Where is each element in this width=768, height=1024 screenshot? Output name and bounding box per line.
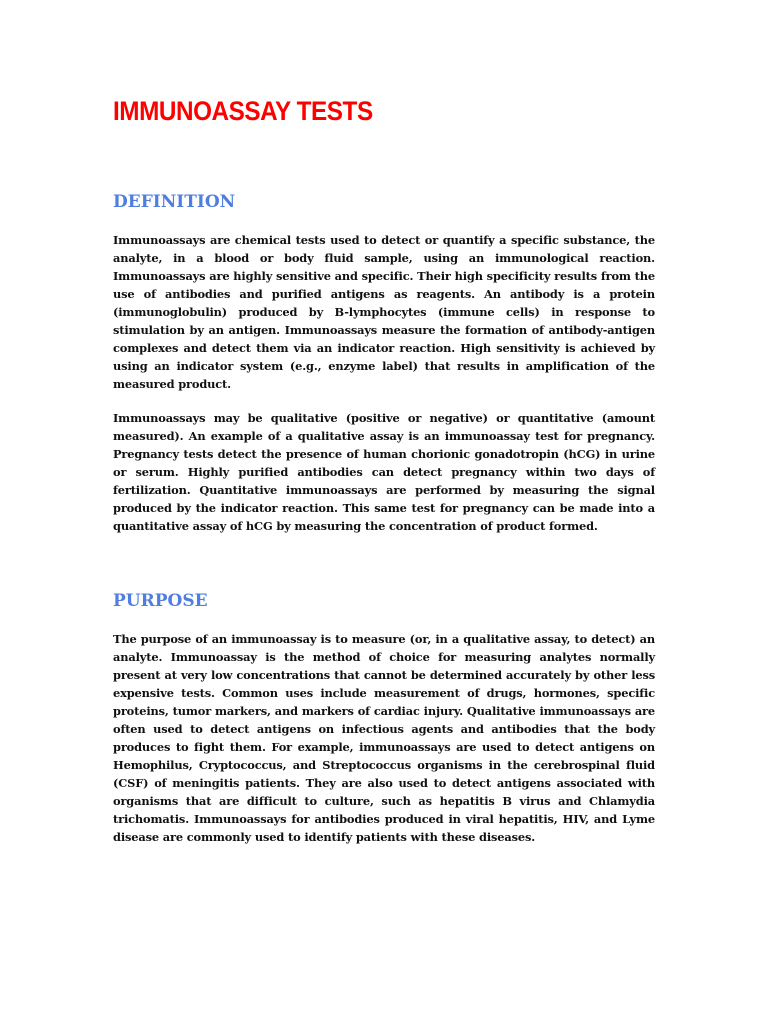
page-title: IMMUNOASSAY TESTS	[113, 96, 373, 126]
section-heading-purpose: PURPOSE	[113, 591, 208, 611]
section-heading-definition: DEFINITION	[113, 192, 236, 212]
purpose-paragraph-1: The purpose of an immunoassay is to measure (or, in a qualitative assay, to detect) an analyte. Immunoassay is the method of choice for measuring analytes normally present at very low concentrations that cannot be determined accurately by other less expensive tests. Common uses include measurement of drugs, hormones, specific proteins, tumor markers, and markers of cardiac injury. Qualitative immunoassays are often used to detect antigens on infectious agents and antibodies that the body produces to fight them. For example, immunoassays are used to detect antigens on Hemophilus, Cryptococcus, and Streptococcus organisms in the cerebrospinal fluid (CSF) of meningitis patients. They are also used to detect antigens associated with organisms that are difficult to culture, such as hepatitis B virus and Chlamydia trichomatis. Immunoassays for antibodies produced in viral hepatitis, HIV, and Lyme disease are commonly used to identify patients with these diseases.	[113, 632, 655, 844]
definition-paragraph-2: Immunoassays may be qualitative (positive or negative) or quantitative (amount measured). An example of a qualitative assay is an immunoassay test for pregnancy. Pregnancy tests detect the presence of human chorionic gonadotropin (hCG) in urine or serum. Highly purified antibodies can detect pregnancy within two days of fertilization. Quantitative immunoassays are performed by measuring the signal produced by the indicator reaction. This same test for pregnancy can be made into a quantitative assay of hCG by measuring the concentration of product formed.	[113, 411, 655, 533]
definition-paragraph-1: Immunoassays are chemical tests used to detect or quantify a specific substance, the analyte, in a blood or body fluid sample, using an immunological reaction. Immunoassays are highly sensitive and specific. Their high specificity results from the use of antibodies and purified antigens as reagents. An antibody is a protein (immunoglobulin) produced by B-lymphocytes (immune cells) in response to stimulation by an antigen. Immunoassays measure the formation of antibody-antigen complexes and detect them via an indicator reaction. High sensitivity is achieved by using an indicator system (e.g., enzyme label) that results in amplification of the measured product.	[113, 233, 655, 391]
